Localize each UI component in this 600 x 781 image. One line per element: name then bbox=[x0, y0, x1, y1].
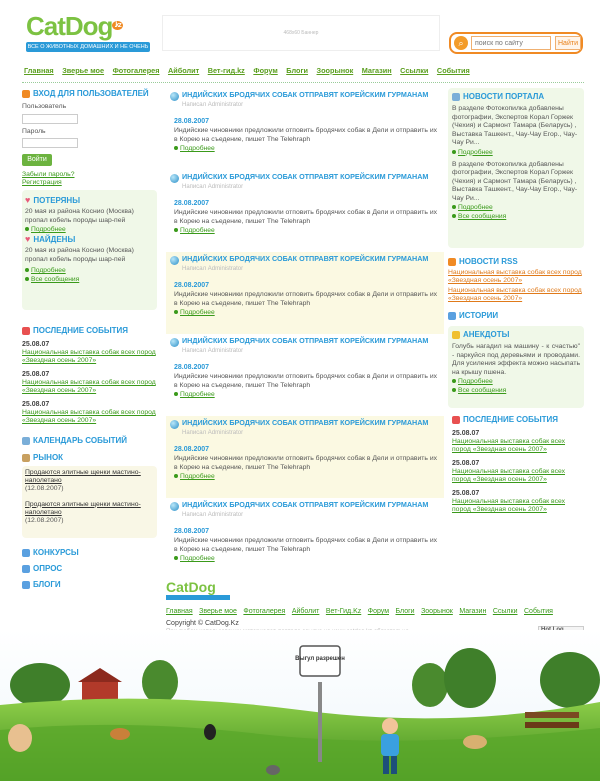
menu-label: БЛОГИ bbox=[33, 580, 61, 589]
market-block[interactable] bbox=[22, 452, 157, 463]
nav-divider bbox=[22, 82, 584, 83]
article-author: Написал Administrator bbox=[182, 266, 244, 272]
login-icon bbox=[22, 90, 30, 98]
event-link[interactable]: Национальная выставка собак всех пород «Звездная осень 2007» bbox=[452, 498, 566, 513]
footer-nav-item[interactable]: Главная bbox=[166, 608, 193, 615]
footer-nav-item[interactable]: Айболит bbox=[291, 608, 320, 615]
rss-title: НОВОСТИ RSS bbox=[459, 257, 518, 266]
lost-found-block bbox=[22, 190, 157, 310]
nav-item[interactable]: Зоорынок bbox=[316, 66, 354, 75]
joke-more-link[interactable]: Подробнее bbox=[452, 377, 580, 386]
event-item bbox=[22, 400, 157, 425]
left-column bbox=[22, 88, 157, 590]
menu-label: КОНКУРСЫ bbox=[33, 548, 79, 557]
nav-item[interactable]: События bbox=[436, 66, 470, 75]
article-card bbox=[166, 416, 444, 498]
events-right-block bbox=[448, 414, 584, 514]
article-author: Написал Administrator bbox=[182, 102, 244, 108]
username-input[interactable] bbox=[22, 114, 78, 124]
event-date: 25.08.07 bbox=[452, 460, 480, 467]
poll-icon bbox=[22, 565, 30, 573]
jokes-block bbox=[448, 326, 584, 408]
jokes-title: АНЕКДОТЫ bbox=[463, 330, 510, 339]
rss-block bbox=[448, 256, 584, 303]
event-item bbox=[452, 429, 584, 454]
article-text: Индийские чиновники предложили отповить бродячих собак в Дели и отправить их в Корею на съедение, пишет The Telehraph bbox=[174, 455, 438, 471]
article-card bbox=[166, 252, 444, 334]
event-date: 25.08.07 bbox=[452, 430, 480, 437]
article-date: 28.08.2007 bbox=[174, 528, 210, 535]
event-link[interactable]: Национальная выставка собак всех пород «Звездная осень 2007» bbox=[452, 468, 566, 483]
rss-link[interactable]: Национальная выставка собак всех пород «Звездная осень 2007» bbox=[448, 269, 582, 284]
footer-nav-item[interactable]: События bbox=[524, 608, 553, 615]
globe-icon bbox=[170, 502, 179, 511]
portal-news-title: НОВОСТИ ПОРТАЛА bbox=[463, 92, 545, 101]
event-link[interactable]: Национальная выставка собак всех пород «Звездная осень 2007» bbox=[22, 409, 156, 424]
event-item bbox=[22, 340, 157, 365]
article-title[interactable]: ИНДИЙСКИХ БРОДЯЧИХ СОБАК ОТПРАВЯТ КОРЕЙСКИМ ГУРМАНАМ bbox=[182, 418, 429, 427]
market-item-link[interactable]: Продаются элитные щенки мастино-наполетано bbox=[25, 500, 141, 516]
contests-icon bbox=[22, 549, 30, 557]
globe-icon bbox=[170, 92, 179, 101]
lost-title: ПОТЕРЯНЫ bbox=[33, 196, 81, 205]
calendar-icon bbox=[22, 437, 30, 445]
event-item bbox=[22, 370, 157, 395]
main-nav bbox=[24, 66, 584, 78]
events-left-block bbox=[22, 325, 157, 425]
stories-title: ИСТОРИИ bbox=[459, 311, 499, 320]
market-title: РЫНОК bbox=[33, 453, 64, 462]
article-title[interactable]: ИНДИЙСКИХ БРОДЯЧИХ СОБАК ОТПРАВЯТ КОРЕЙСКИМ ГУРМАНАМ bbox=[182, 254, 429, 263]
article-more-link[interactable]: Подробнее bbox=[174, 308, 440, 317]
search-input[interactable] bbox=[471, 36, 551, 50]
nav-item[interactable]: Форум bbox=[253, 66, 278, 75]
globe-icon bbox=[170, 174, 179, 183]
market-item-date: (12.08.2007) bbox=[25, 516, 64, 524]
globe-icon bbox=[170, 338, 179, 347]
footer-nav-item[interactable]: Зверье мое bbox=[199, 608, 237, 615]
article-title[interactable]: ИНДИЙСКИХ БРОДЯЧИХ СОБАК ОТПРАВЯТ КОРЕЙСКИМ ГУРМАНАМ bbox=[182, 500, 429, 509]
article-card bbox=[166, 334, 444, 416]
article-author: Написал Administrator bbox=[182, 512, 244, 518]
event-link[interactable]: Национальная выставка собак всех пород «Звездная осень 2007» bbox=[452, 438, 566, 453]
stories-icon bbox=[448, 312, 456, 320]
event-item bbox=[452, 489, 584, 514]
menu-contests[interactable] bbox=[22, 547, 157, 558]
ad-banner[interactable]: 468x60 Баннер bbox=[162, 15, 440, 51]
globe-icon bbox=[170, 420, 179, 429]
article-card bbox=[166, 170, 444, 252]
events-title: ПОСЛЕДНИЕ СОБЫТИЯ bbox=[463, 415, 559, 424]
portal-news-more[interactable]: Подробнее bbox=[452, 148, 580, 157]
article-card bbox=[166, 88, 444, 170]
calendar-title: КАЛЕНДАРЬ СОБЫТИЙ bbox=[33, 436, 128, 445]
logo-tagline: ВСЕ О ЖИВОТНЫХ ДОМАШНИХ И НЕ ОЧЕНЬ bbox=[27, 44, 149, 50]
footer-nav-item[interactable]: Зоорынок bbox=[421, 608, 453, 615]
market-list bbox=[22, 466, 157, 538]
footer-nav-item[interactable]: Форум bbox=[367, 608, 390, 615]
signpost-icon bbox=[318, 682, 322, 762]
portal-news-block bbox=[448, 88, 584, 248]
calendar-icon bbox=[452, 416, 460, 424]
nav-item[interactable]: Зверье мое bbox=[62, 66, 105, 75]
copyright: Copyright © CatDog.Kz bbox=[166, 620, 239, 627]
footer-nav-item[interactable]: Магазин bbox=[459, 608, 487, 615]
article-title[interactable]: ИНДИЙСКИХ БРОДЯЧИХ СОБАК ОТПРАВЯТ КОРЕЙСКИМ ГУРМАНАМ bbox=[182, 90, 429, 99]
lost-more-link[interactable]: Подробнее bbox=[25, 225, 154, 234]
article-date: 28.08.2007 bbox=[174, 200, 210, 207]
article-author: Написал Administrator bbox=[182, 348, 244, 354]
menu-poll[interactable] bbox=[22, 563, 157, 574]
event-date: 25.08.07 bbox=[22, 371, 50, 378]
login-button[interactable]: Войти bbox=[22, 154, 52, 166]
article-text: Индийские чиновники предложили отповить бродячих собак в Дели и отправить их в Корею на съедение, пишет The Telehraph bbox=[174, 373, 438, 389]
event-date: 25.08.07 bbox=[22, 401, 50, 408]
article-title[interactable]: ИНДИЙСКИХ БРОДЯЧИХ СОБАК ОТПРАВЯТ КОРЕЙСКИМ ГУРМАНАМ bbox=[182, 336, 429, 345]
nav-item[interactable]: Магазин bbox=[361, 66, 392, 75]
found-title: НАЙДЕНЫ bbox=[33, 235, 76, 244]
nav-item[interactable]: Главная bbox=[24, 66, 54, 75]
search-button[interactable]: Найти bbox=[555, 36, 581, 50]
nav-item[interactable]: Ссылки bbox=[400, 66, 429, 75]
blogs-icon bbox=[22, 581, 30, 589]
nav-item[interactable]: Фотогалерея bbox=[112, 66, 160, 75]
menu-label: ОПРОС bbox=[33, 564, 63, 573]
footer-nav-item[interactable]: Блоги bbox=[395, 608, 415, 615]
meadow-illustration bbox=[0, 630, 600, 781]
rss-icon bbox=[448, 258, 456, 266]
event-date: 25.08.07 bbox=[22, 341, 50, 348]
menu-blogs[interactable] bbox=[22, 579, 157, 590]
globe-icon bbox=[170, 256, 179, 265]
footer-scene bbox=[0, 630, 600, 781]
jokes-icon bbox=[452, 331, 460, 339]
article-date: 28.08.2007 bbox=[174, 446, 210, 453]
search-icon[interactable]: ⌕ bbox=[454, 36, 468, 50]
article-more-link[interactable]: Подробнее bbox=[174, 144, 440, 153]
articles-column bbox=[166, 88, 444, 580]
footer-nav-item[interactable]: Вет-Гид.Kz bbox=[325, 608, 362, 615]
event-item bbox=[452, 459, 584, 484]
footer-logo[interactable] bbox=[166, 580, 586, 600]
article-date: 28.08.2007 bbox=[174, 282, 210, 289]
article-text: Индийские чиновники предложили отповить бродячих собак в Дели и отправить их в Корею на съедение, пишет The Telehraph bbox=[174, 209, 438, 225]
username-label: Пользователь bbox=[22, 103, 67, 110]
market-item-date: (12.08.2007) bbox=[25, 485, 64, 492]
site-logo[interactable] bbox=[26, 12, 150, 54]
article-title[interactable]: ИНДИЙСКИХ БРОДЯЧИХ СОБАК ОТПРАВЯТ КОРЕЙСКИМ ГУРМАНАМ bbox=[182, 172, 429, 181]
portal-news-text: В разделе Фотокопилка добавлены фотографии, Экспертов Корал Горжек (Чехия) и Сармонт Тамара (Беларусь) , Выставка Ташкент., Чау-Чау Егор., Чау-Чау Ри... bbox=[452, 105, 578, 146]
article-text: Индийские чиновники предложили отповить бродячих собак в Дели и отправить их в Корею на съедение, пишет The Telehraph bbox=[174, 291, 438, 307]
password-input[interactable] bbox=[22, 138, 78, 148]
search-box bbox=[449, 32, 583, 54]
footer-nav bbox=[166, 608, 586, 615]
event-date: 25.08.07 bbox=[452, 490, 480, 497]
right-column bbox=[448, 88, 584, 514]
nav-item[interactable]: Айболит bbox=[167, 66, 200, 75]
joke-all-link[interactable]: Все сообщения bbox=[452, 386, 580, 395]
news-icon bbox=[452, 93, 460, 101]
article-date: 28.08.2007 bbox=[174, 364, 210, 371]
login-block bbox=[22, 88, 157, 186]
found-text: 20 мая из района Коснио (Москва) пропал кобель породы шар-пей bbox=[25, 247, 134, 263]
events-title: ПОСЛЕДНИЕ СОБЫТИЯ bbox=[33, 326, 129, 335]
article-author: Написал Administrator bbox=[182, 184, 244, 190]
register-link[interactable]: Регистрация bbox=[22, 179, 62, 186]
nav-item[interactable]: Блоги bbox=[286, 66, 309, 75]
portal-news-more[interactable]: Подробнее bbox=[452, 203, 580, 212]
password-label: Пароль bbox=[22, 127, 46, 135]
stories-block[interactable] bbox=[448, 310, 584, 321]
found-all-link[interactable]: Все сообщения bbox=[25, 275, 154, 284]
logo-tld: .kz bbox=[114, 22, 121, 29]
found-more-link[interactable]: Подробнее bbox=[25, 266, 154, 275]
footer-nav-item[interactable]: Фотогалерея bbox=[243, 608, 286, 615]
article-date: 28.08.2007 bbox=[174, 118, 210, 125]
heart-icon: ♥ bbox=[25, 195, 31, 205]
article-author: Написал Administrator bbox=[182, 430, 244, 436]
market-item-link[interactable]: Продаются элитные щенки мастино-наполетано bbox=[25, 469, 141, 484]
calendar-block[interactable] bbox=[22, 435, 157, 446]
calendar-icon bbox=[22, 327, 30, 335]
event-link[interactable]: Национальная выставка собак всех пород «Звездная осень 2007» bbox=[22, 349, 156, 364]
article-more-link[interactable]: Подробнее bbox=[174, 390, 440, 399]
article-more-link[interactable]: Подробнее bbox=[174, 554, 440, 563]
portal-news-text: В разделе Фотокопилка добавлены фотографии, Экспертов Корал Горжек (Чехия) и Сармонт Тамара (Беларусь) , Выставка Ташкент., Чау-Чау Егор., Чау-Чау Ри... bbox=[452, 160, 578, 202]
footer-nav-item[interactable]: Ссылки bbox=[492, 608, 518, 615]
rss-link[interactable]: Национальная выставка собак всех пород «Звездная осень 2007» bbox=[448, 287, 582, 302]
footer-logo-text: CatDog bbox=[166, 579, 216, 595]
article-card bbox=[166, 498, 444, 580]
article-more-link[interactable]: Подробнее bbox=[174, 226, 440, 235]
forgot-password-link[interactable]: Забыли пароль? bbox=[22, 171, 75, 178]
footer bbox=[166, 580, 586, 635]
article-more-link[interactable]: Подробнее bbox=[174, 472, 440, 481]
lost-text: 20 мая из района Коснио (Москва) пропал кобель породы шар-пей bbox=[25, 208, 134, 224]
joke-text: Голубь нагадил на машину - к счастью" - паркуйся под деревьями и проводами. Для усиления эффекта можно насыпать на крышу пшена. bbox=[452, 343, 580, 376]
market-icon bbox=[22, 454, 30, 462]
nav-item[interactable]: Вет-гид.kz bbox=[207, 66, 245, 75]
article-text: Индийские чиновники предложили отповить бродячих собак в Дели и отправить их в Корею на съедение, пишет The Telehraph bbox=[174, 127, 438, 143]
logo-text: CatDog bbox=[26, 11, 113, 41]
sign-text: Выгул разрешен bbox=[295, 656, 345, 662]
login-title: ВХОД ДЛЯ ПОЛЬЗОВАТЕЛЕЙ bbox=[33, 89, 149, 98]
portal-news-all[interactable]: Все сообщения bbox=[452, 212, 580, 221]
article-text: Индийские чиновники предложили отповить бродячих собак в Дели и отправить их в Корею на съедение, пишет The Telehraph bbox=[174, 537, 438, 553]
heart-icon: ♥ bbox=[25, 234, 31, 244]
header bbox=[0, 0, 600, 62]
event-link[interactable]: Национальная выставка собак всех пород «Звездная осень 2007» bbox=[22, 379, 156, 394]
